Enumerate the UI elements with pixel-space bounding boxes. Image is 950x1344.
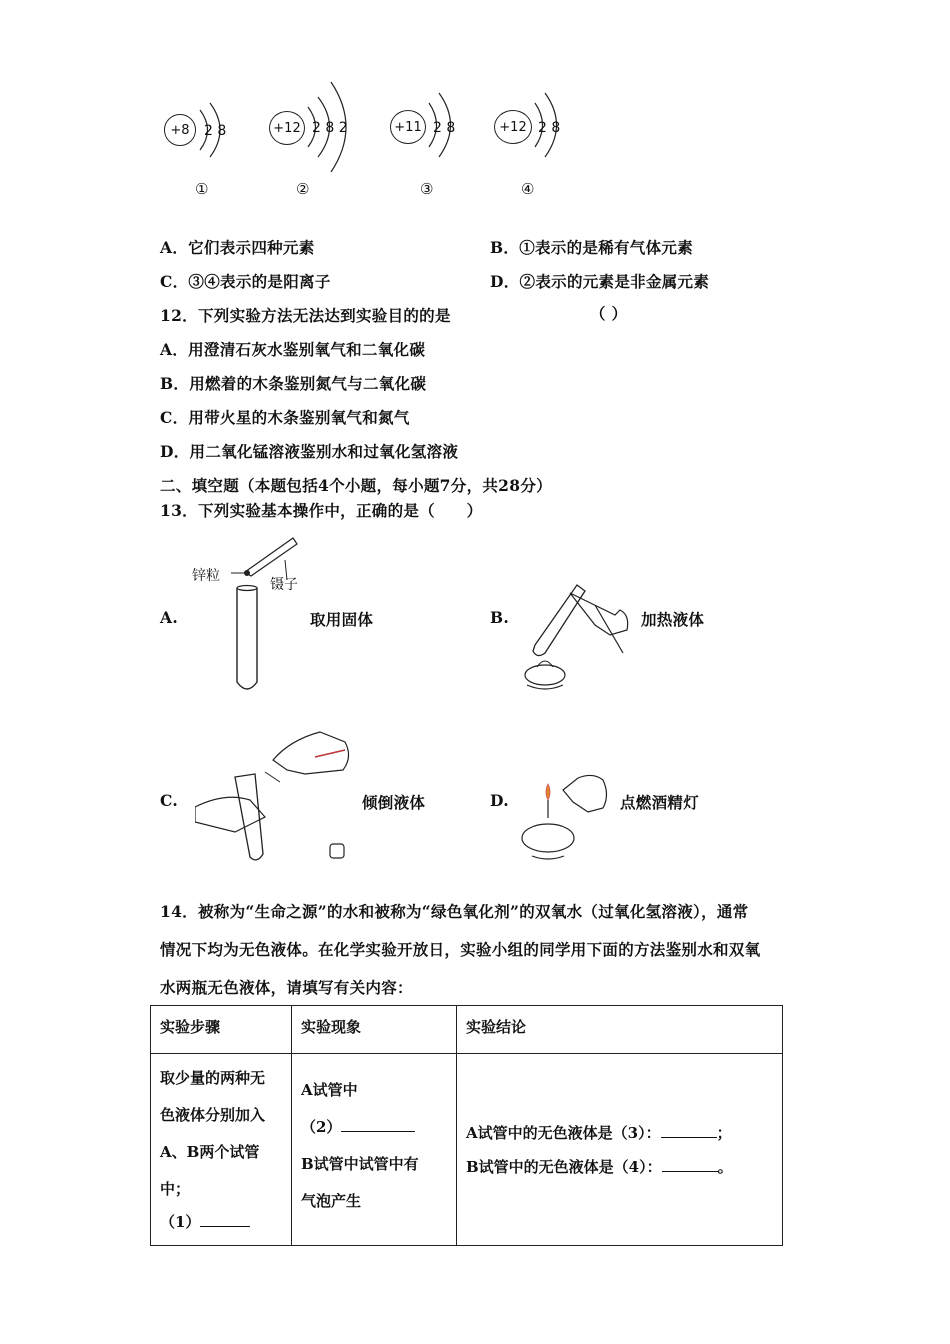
shell-electrons: 2 8 (538, 120, 561, 136)
tweezers-label: 镊子 (270, 577, 298, 593)
atom-label: ③ (420, 180, 434, 198)
q12-option-d: D．用二氧化锰溶液鉴别水和过氧化氢溶液 (160, 442, 459, 461)
steps-line: 中； (160, 1180, 191, 1198)
zinc-label: 锌粒 (192, 568, 220, 584)
nucleus: +11 (390, 110, 426, 144)
q13-option-a-letter: A. (160, 608, 179, 627)
steps-cell (151, 1054, 292, 1246)
q13-option-c-letter: C. (160, 791, 179, 810)
q13-option-d-caption: 点燃酒精灯 (620, 793, 700, 812)
answer-blank-1[interactable] (200, 1212, 250, 1227)
q11-option-c: C．③④表示的是阳离子 (160, 272, 331, 291)
test-tube-tweezers-illustration (225, 530, 305, 700)
phenomena-cell (292, 1054, 457, 1246)
steps-line: A、B两个试管 (160, 1143, 260, 1161)
phenomena-line: 气泡产生 (301, 1192, 362, 1210)
phenomena-line: A试管中 (301, 1081, 358, 1099)
q11-option-d: D．②表示的元素是非金属元素 (490, 272, 710, 291)
q12-answer-paren: （ ） (590, 304, 628, 323)
experiment-table (150, 1005, 783, 1246)
q12-option-a: A．用澄清石灰水鉴别氧气和二氧化碳 (160, 340, 426, 359)
phenomena-blank-line: （2） (301, 1109, 447, 1146)
heating-liquid-illustration (515, 575, 640, 695)
q12-option-b: B．用燃着的木条鉴别氮气与二氧化碳 (160, 374, 427, 393)
steps-line: 取少量的两种无 (160, 1069, 266, 1087)
q14-stem-line1: 14．被称为“生命之源”的水和被称为“绿色氧化剂”的双氧水（过氧化氢溶液），通常 (160, 902, 749, 921)
q13-stem: 13．下列实验基本操作中，正确的是（ ） (160, 501, 483, 520)
table-header-row (151, 1006, 783, 1054)
shell-electrons: 2 8 (204, 123, 227, 139)
answer-blank-2[interactable] (341, 1117, 415, 1132)
q12-stem: 12．下列实验方法无法达到实验目的的是 (160, 306, 451, 325)
q13-option-a-caption: 取用固体 (310, 610, 374, 629)
atom-label: ② (296, 180, 310, 198)
conclusion-line-a: A试管中的无色液体是（3）： ； (466, 1123, 732, 1142)
q14-stem-line3: 水两瓶无色液体，请填写有关内容： (160, 978, 413, 997)
alcohol-lamp-illustration (518, 770, 618, 865)
steps-line: 色液体分别加入 (160, 1106, 266, 1124)
nucleus: +12 (494, 110, 532, 144)
shell-electrons: 2 8 (433, 120, 456, 136)
q13-option-c-caption: 倾倒液体 (362, 793, 426, 812)
q11-option-a: A．它们表示四种元素 (160, 238, 315, 257)
q11-option-b: B．①表示的是稀有气体元素 (490, 238, 694, 257)
header-conclusion: 实验结论 (457, 1006, 783, 1054)
q14-stem-line2: 情况下均为无色液体。在化学实验开放日，实验小组的同学用下面的方法鉴别水和双氧 (160, 940, 761, 959)
q12-option-c: C．用带火星的木条鉴别氧气和氮气 (160, 408, 410, 427)
steps-blank-line: （1） (160, 1208, 282, 1236)
section-heading: 二、填空题（本题包括4个小题，每小题7分，共28分） (160, 476, 552, 495)
header-phenomena: 实验现象 (292, 1006, 457, 1054)
q13-option-b-caption: 加热液体 (641, 610, 705, 629)
nucleus: +8 (164, 114, 196, 146)
atom-label: ① (195, 180, 209, 198)
header-steps: 实验步骤 (151, 1006, 292, 1054)
phenomena-line: B试管中试管中有 (301, 1155, 419, 1173)
pouring-liquid-illustration (195, 722, 365, 867)
table-row (151, 1054, 783, 1246)
atom-label: ④ (521, 180, 535, 198)
answer-blank-4[interactable] (662, 1157, 718, 1172)
conclusion-line-b: B试管中的无色液体是（4）： 。 (466, 1157, 733, 1176)
nucleus: +12 (269, 111, 305, 145)
conclusion-cell (457, 1054, 783, 1246)
answer-blank-3[interactable] (661, 1123, 717, 1138)
q13-option-d-letter: D. (490, 791, 509, 810)
q13-option-b-letter: B. (490, 608, 510, 627)
shell-electrons: 2 8 2 (312, 120, 348, 136)
